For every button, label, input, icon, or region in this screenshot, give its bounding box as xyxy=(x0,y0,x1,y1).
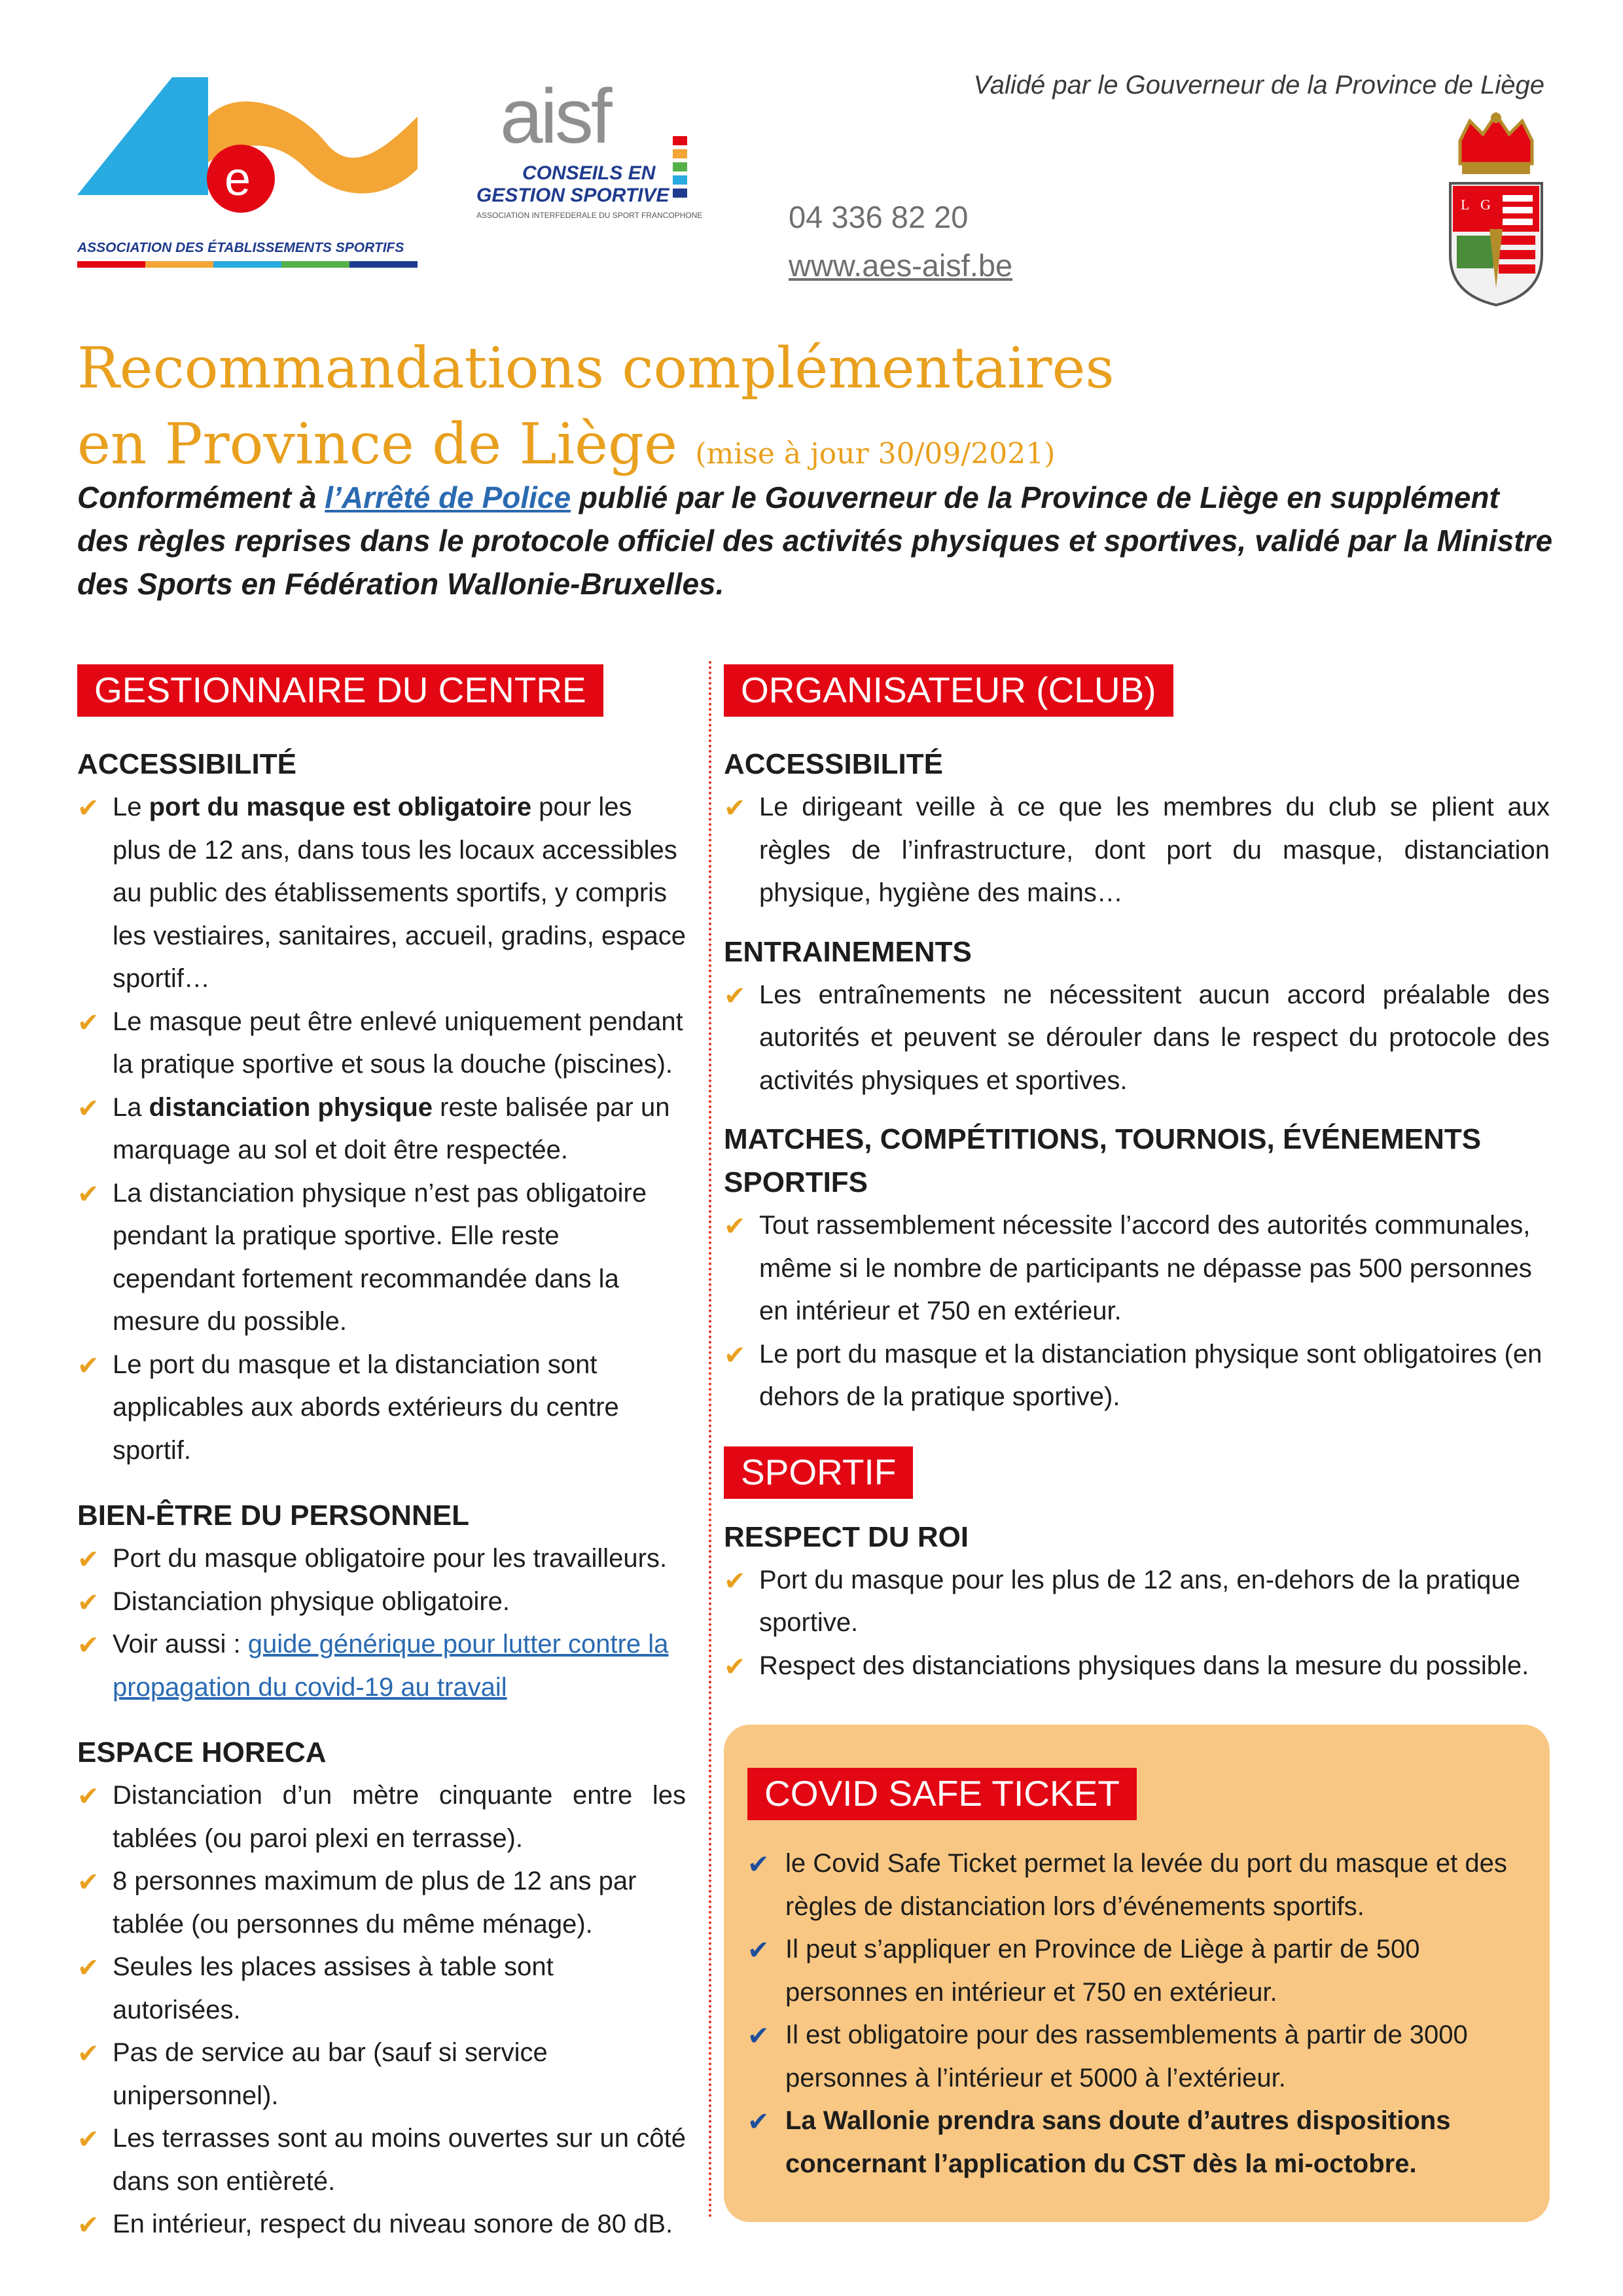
aes-logo xyxy=(77,71,418,274)
check-icon: ✔ xyxy=(724,1652,746,1681)
heading-accessibility-right: ACCESSIBILITÉ xyxy=(724,748,943,780)
list-accessibility-right xyxy=(724,786,1550,915)
covid-work-guide-link[interactable]: guide générique pour lutter contre la propagation du covid-19 au travail xyxy=(113,1630,669,1702)
list-item: ✔ Le port du masque et la distanciation physique sont obligatoires (en dehors de la pratique sportive). xyxy=(724,1333,1550,1419)
check-icon: ✔ xyxy=(724,981,746,1011)
svg-text:e: e xyxy=(224,153,251,206)
check-icon: ✔ xyxy=(77,1008,99,1037)
heading-accessibility-left: ACCESSIBILITÉ xyxy=(77,748,296,780)
phone-number: 04 336 82 20 xyxy=(789,200,969,234)
check-icon: ✔ xyxy=(77,1782,99,1811)
aisf-logo-text: aisf xyxy=(500,73,610,160)
banner-organisateur: ORGANISATEUR (CLUB) xyxy=(724,664,1173,717)
list-item: ✔ Il est obligatoire pour des rassemblements à partir de 3000 personnes à l’intérieur et 5000 à l’extérieur. xyxy=(747,2014,1520,2100)
aes-logo-mark xyxy=(77,71,418,241)
check-icon: ✔ xyxy=(77,1545,99,1574)
list-item: ✔ Respect des distanciations physiques dans la mesure du possible. xyxy=(724,1645,1550,1688)
banner-gestionnaire: GESTIONNAIRE DU CENTRE xyxy=(77,664,603,717)
list-item: ✔ Port du masque obligatoire pour les travailleurs. xyxy=(77,1537,686,1581)
contact-block xyxy=(789,193,1012,290)
list-item: ✔ La distanciation physique reste balisée par un marquage au sol et doit être respectée. xyxy=(77,1086,686,1172)
list-item: ✔ le Covid Safe Ticket permet la levée du port du masque et des règles de distanciation lors d’événements sportifs. xyxy=(747,1842,1520,1928)
heading-wellbeing: BIEN-ÊTRE DU PERSONNEL xyxy=(77,1499,469,1532)
check-icon: ✔ xyxy=(77,1868,99,1897)
list-cst xyxy=(747,1842,1520,2185)
heading-matches: MATCHES, COMPÉTITIONS, TOURNOIS, ÉVÉNEMENTS SPORTIFS xyxy=(724,1123,1482,1198)
list-item: ✔ Port du masque pour les plus de 12 ans, en-dehors de la pratique sportive. xyxy=(724,1559,1550,1645)
list-item: ✔ Distanciation d’un mètre cinquante entre les tablées (ou paroi plexi en terrasse). xyxy=(77,1774,686,1860)
heading-training: ENTRAINEMENTS xyxy=(724,935,972,968)
list-item: ✔ Le dirigeant veille à ce que les membres du club se plient aux règles de l’infrastructure, dont port du masque, distanciation physique, hygiène des mains… xyxy=(724,786,1550,915)
list-item: ✔ Distanciation physique obligatoire. xyxy=(77,1581,686,1624)
list-item: ✔ Le port du masque est obligatoire pour les plus de 12 ans, dans tous les locaux accessibles au public des établissements sportifs, y compris les vestiaires, sanitaires, accueil, gradins, espace sportif… xyxy=(77,786,686,1001)
aes-color-bar xyxy=(77,261,418,268)
list-item: ✔ La Wallonie prendra sans doute d’autres dispositions concernant l’application du CST dès la mi-octobre. xyxy=(747,2100,1520,2185)
check-icon: ✔ xyxy=(747,1936,770,1965)
svg-text:L: L xyxy=(1461,196,1470,213)
aisf-color-squares xyxy=(673,136,687,198)
heading-horeca: ESPACE HORECA xyxy=(77,1736,327,1768)
right-column xyxy=(724,664,1550,1687)
update-date: (mise à jour 30/09/2021) xyxy=(695,437,1056,471)
list-item: ✔ Il peut s’appliquer en Province de Liège à partir de 500 personnes en intérieur et 750 en extérieur. xyxy=(747,1928,1520,2014)
check-icon: ✔ xyxy=(77,1588,99,1617)
aisf-line1: CONSEILS EN xyxy=(522,162,656,184)
list-item: ✔ Tout rassemblement nécessite l’accord des autorités communales, même si le nombre de participants ne dépasse pas 500 personnes en intérieur et 750 en extérieur. xyxy=(724,1204,1550,1333)
heading-roi: RESPECT DU ROI xyxy=(724,1520,969,1553)
list-accessibility-left xyxy=(77,786,686,1472)
check-icon: ✔ xyxy=(77,1954,99,1982)
list-roi xyxy=(724,1559,1550,1688)
check-icon: ✔ xyxy=(77,1631,99,1660)
list-item: ✔ Seules les places assises à table sont autorisées. xyxy=(77,1946,686,2032)
list-item: ✔ Les terrasses sont au moins ouvertes sur un côté dans son entièreté. xyxy=(77,2117,686,2203)
title-line-1: Recommandations complémentaires xyxy=(77,336,1115,401)
check-icon: ✔ xyxy=(724,1340,746,1370)
check-icon: ✔ xyxy=(77,2039,99,2068)
banner-cst: COVID SAFE TICKET xyxy=(747,1768,1137,1820)
check-icon: ✔ xyxy=(77,794,99,823)
list-item: ✔ 8 personnes maximum de plus de 12 ans par tablée (ou personnes du même ménage). xyxy=(77,1860,686,1946)
list-item: ✔ Voir aussi : guide générique pour lutter contre la propagation du covid-19 au travail xyxy=(77,1623,686,1709)
province-coat-of-arms xyxy=(1444,111,1548,308)
page-title xyxy=(77,331,1115,492)
check-icon: ✔ xyxy=(724,1566,746,1596)
aes-logo-caption: ASSOCIATION DES ÉTABLISSEMENTS SPORTIFS xyxy=(77,240,404,255)
check-icon: ✔ xyxy=(77,1094,99,1123)
list-item: ✔ Le masque peut être enlevé uniquement pendant la pratique sportive et sous la douche (piscines). xyxy=(77,1001,686,1086)
check-icon: ✔ xyxy=(77,1179,99,1209)
check-icon: ✔ xyxy=(77,2125,99,2154)
list-item: ✔ La distanciation physique n’est pas obligatoire pendant la pratique sportive. Elle reste cependant fortement recommandée dans la mesure du possible. xyxy=(77,1172,686,1344)
website-link[interactable]: www.aes-aisf.be xyxy=(789,248,1013,283)
list-wellbeing xyxy=(77,1537,686,1709)
intro-prefix: Conformément à xyxy=(77,480,325,514)
aisf-logo xyxy=(476,71,725,274)
svg-text:G: G xyxy=(1480,196,1491,213)
intro-suffix: publié par le Gouverneur de la Province de Liège en supplément des règles reprises dans le protocole officiel des activités physiques et sportives, validé par la Ministre des Sports en Fédération Wallonie-Bruxelles. xyxy=(77,480,1553,601)
check-icon: ✔ xyxy=(724,1212,746,1241)
banner-sportif: SPORTIF xyxy=(724,1446,913,1499)
list-item: ✔ Les entraînements ne nécessitent aucun accord préalable des autorités et peuvent se dérouler dans le respect du protocole des activités physiques et sportives. xyxy=(724,974,1550,1103)
cst-content xyxy=(747,1768,1520,2185)
intro-paragraph xyxy=(77,476,1556,605)
list-item: ✔ Le port du masque et la distanciation sont applicables aux abords extérieurs du centre sportif. xyxy=(77,1344,686,1473)
aisf-line2: GESTION SPORTIVE xyxy=(476,185,669,206)
list-item: ✔ Pas de service au bar (sauf si service unipersonnel). xyxy=(77,2032,686,2117)
list-horeca xyxy=(77,1774,686,2246)
covid-safe-ticket-box xyxy=(724,1725,1550,2222)
validated-note: Validé par le Gouverneur de la Province de Liège xyxy=(973,71,1544,99)
title-line-2: en Province de Liège xyxy=(77,412,677,477)
list-training xyxy=(724,974,1550,1103)
aisf-caption: ASSOCIATION INTERFEDERALE DU SPORT FRANCOPHONE xyxy=(476,211,703,220)
check-icon: ✔ xyxy=(77,1351,99,1380)
check-icon: ✔ xyxy=(724,794,746,823)
check-icon: ✔ xyxy=(747,2108,770,2136)
list-item: ✔ En intérieur, respect du niveau sonore de 80 dB. xyxy=(77,2203,686,2246)
arrete-link[interactable]: l’Arrêté de Police xyxy=(325,480,571,514)
check-icon: ✔ xyxy=(77,2211,99,2240)
check-icon: ✔ xyxy=(747,1850,770,1879)
list-matches xyxy=(724,1204,1550,1419)
left-column xyxy=(77,664,686,2246)
check-icon: ✔ xyxy=(747,2022,770,2051)
column-divider xyxy=(709,661,711,2219)
